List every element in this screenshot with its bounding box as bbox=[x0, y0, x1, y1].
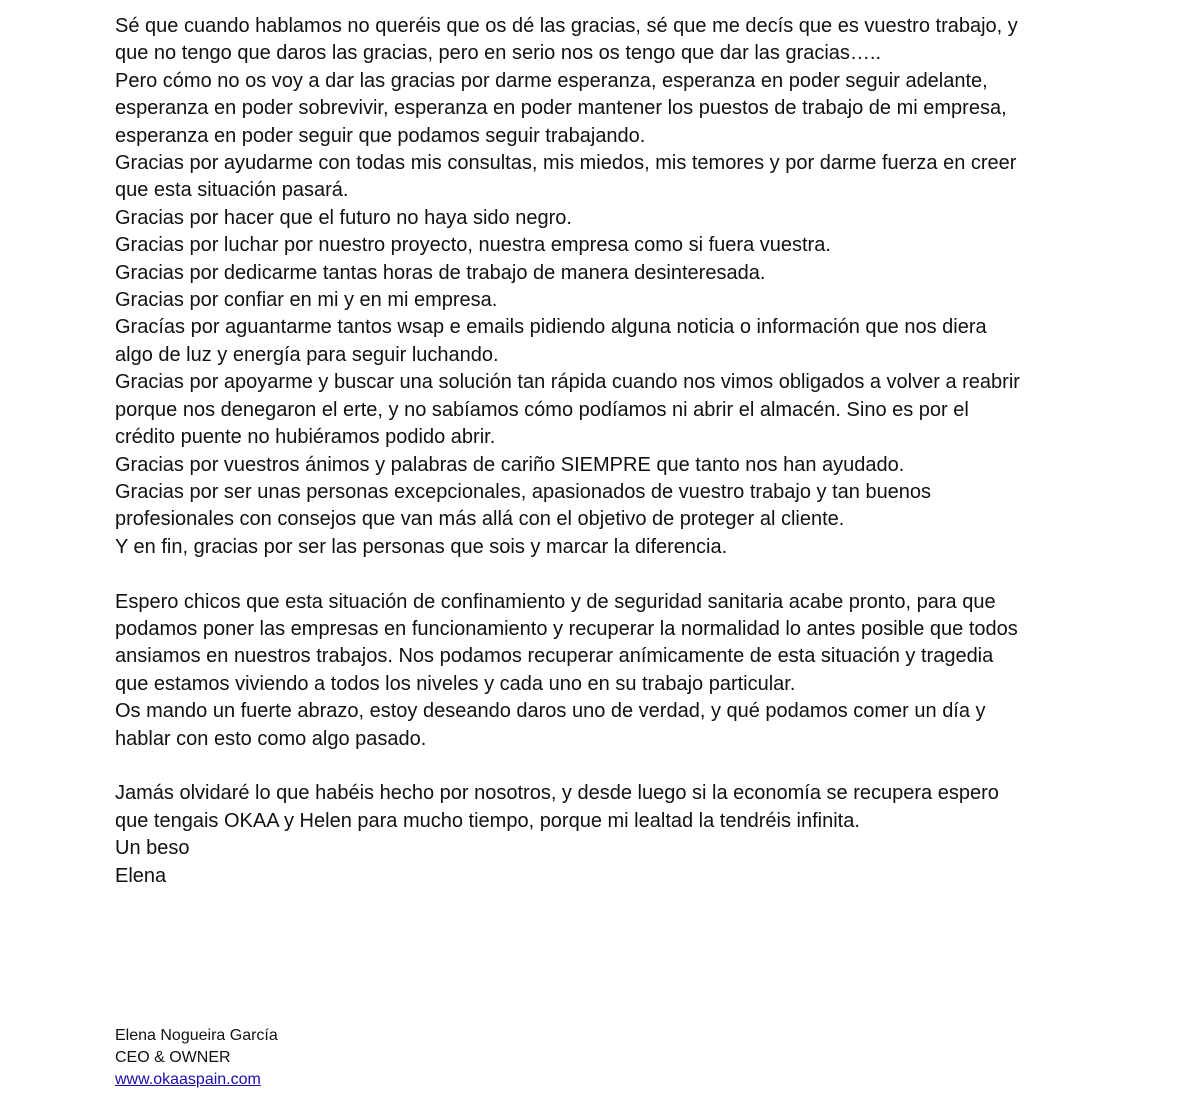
letter-line: Gracias por dedicarme tantas horas de trabajo de manera desinteresada. bbox=[115, 261, 766, 284]
letter-line: hablar con esto como algo pasado. bbox=[115, 727, 427, 750]
website-link[interactable]: www.okaaspain.com bbox=[115, 1071, 261, 1088]
letter-line: Gracias por hacer que el futuro no haya sido negro. bbox=[115, 206, 572, 229]
letter-line: Os mando un fuerte abrazo, estoy deseando daros uno de verdad, y qué podamos comer un día y bbox=[115, 700, 986, 723]
letter-line: que no tengo que daros las gracias, pero en serio nos os tengo que dar las gracias….. bbox=[115, 42, 882, 65]
signature-role: CEO & OWNER bbox=[115, 1049, 231, 1066]
letter-line: profesionales con consejos que van más allá con el objetivo de proteger al cliente. bbox=[115, 508, 845, 531]
letter-line: Espero chicos que esta situación de confinamiento y de seguridad sanitaria acabe pronto, para que bbox=[115, 590, 996, 613]
letter-line: Gracias por vuestros ánimos y palabras de cariño SIEMPRE que tanto nos han ayudado. bbox=[115, 453, 905, 476]
letter-line: porque nos denegaron el erte, y no sabíamos cómo podíamos ni abrir el almacén. Sino es por el bbox=[115, 398, 969, 421]
letter-line: Gracias por confiar en mi y en mi empresa. bbox=[115, 289, 498, 312]
letter-line: que estamos viviendo a todos los niveles y cada uno en su trabajo particular. bbox=[115, 672, 796, 695]
paragraph-gap bbox=[115, 753, 1115, 780]
signature-name: Elena Nogueira García bbox=[115, 1027, 278, 1044]
letter-line: Pero cómo no os voy a dar las gracias por darme esperanza, esperanza en poder seguir adelante, bbox=[115, 69, 988, 92]
letter-line: Gracias por apoyarme y buscar una solución tan rápida cuando nos vimos obligados a volver a reabrir bbox=[115, 371, 1020, 394]
letter-line: Y en fin, gracias por ser las personas que sois y marcar la diferencia. bbox=[115, 535, 728, 558]
signature-block bbox=[115, 1025, 278, 1091]
letter-line: esperanza en poder sobrevivir, esperanza en poder mantener los puestos de trabajo de mi empresa, bbox=[115, 97, 1007, 120]
letter-line: Un beso bbox=[115, 837, 190, 860]
letter-line: Elena bbox=[115, 864, 167, 887]
letter-line: ansiamos en nuestros trabajos. Nos podamos recuperar anímicamente de esta situación y tragedia bbox=[115, 645, 994, 668]
letter-line: Gracias por ser unas personas excepcionales, apasionados de vuestro trabajo y tan buenos bbox=[115, 480, 932, 503]
letter-paragraph bbox=[115, 589, 1115, 753]
paragraph-gap bbox=[115, 561, 1115, 588]
letter-body bbox=[115, 13, 1115, 890]
letter-line: Gracias por ayudarme con todas mis consultas, mis miedos, mis temores y por darme fuerza en creer bbox=[115, 152, 1017, 175]
letter-line: algo de luz y energía para seguir luchando. bbox=[115, 343, 499, 366]
letter-line: crédito puente no hubiéramos podido abrir. bbox=[115, 426, 496, 449]
letter-line: Gracías por aguantarme tantos wsap e emails pidiendo alguna noticia o información que nos diera bbox=[115, 316, 987, 339]
letter-line: Gracias por luchar por nuestro proyecto, nuestra empresa como si fuera vuestra. bbox=[115, 234, 831, 257]
letter-line: Sé que cuando hablamos no queréis que os dé las gracias, sé que me decís que es vuestro trabajo, y bbox=[115, 15, 1018, 37]
letter-line: que tengais OKAA y Helen para mucho tiempo, porque mi lealtad la tendréis infinita. bbox=[115, 809, 860, 832]
letter-line: esperanza en poder seguir que podamos seguir trabajando. bbox=[115, 124, 646, 147]
letter-line: que esta situación pasará. bbox=[115, 179, 349, 202]
letter-paragraph bbox=[115, 13, 1115, 561]
letter-line: Jamás olvidaré lo que habéis hecho por nosotros, y desde luego si la economía se recupera espero bbox=[115, 782, 999, 805]
letter-paragraph bbox=[115, 780, 1115, 890]
letter-line: podamos poner las empresas en funcionamiento y recuperar la normalidad lo antes posible que todos bbox=[115, 617, 1018, 640]
letter-page bbox=[115, 13, 1115, 890]
